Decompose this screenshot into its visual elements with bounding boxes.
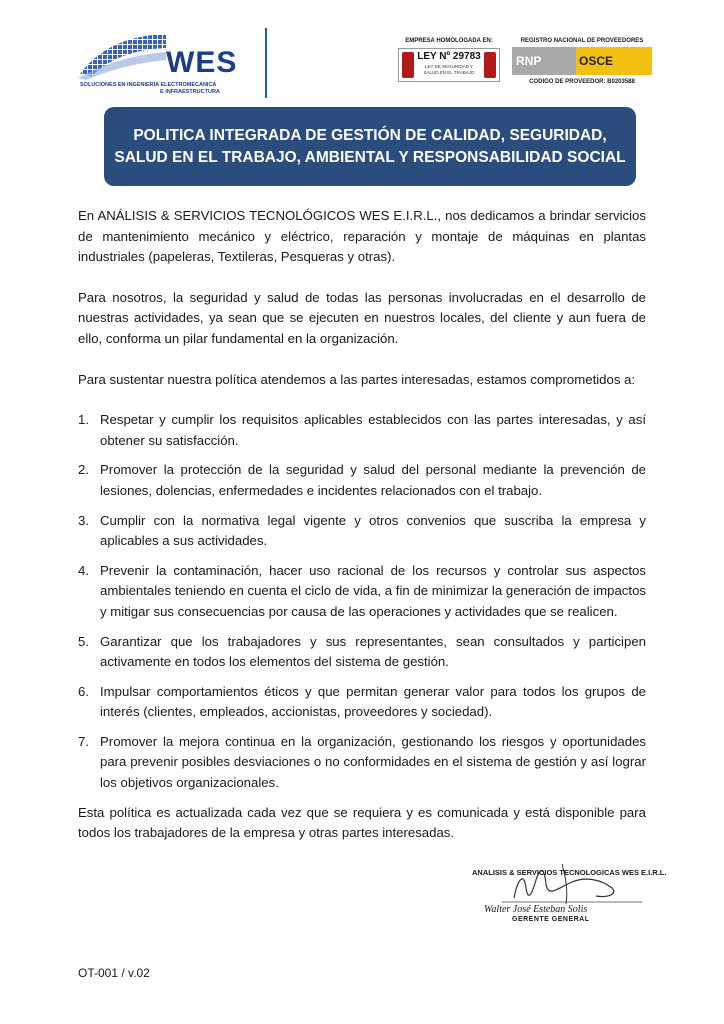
commitment-list xyxy=(78,410,646,794)
rnp-label: RNP xyxy=(512,47,576,75)
list-text: Prevenir la contaminación, hacer uso racional de los recursos y controlar sus aspectos ambientales teniendo en cuenta el ciclo de vida, a fin de minimizar la generación de impactos y mitigar sus consecuencias por causa de las operaciones y actividades que se realicen. xyxy=(100,562,646,619)
list-number: 1. xyxy=(78,412,89,428)
policy-body xyxy=(78,206,646,864)
policy-title-line-2: SALUD EN EL TRABAJO, AMBIENTAL Y RESPONSABILIDAD SOCIAL xyxy=(114,148,626,166)
list-number: 6. xyxy=(78,683,89,699)
list-item xyxy=(78,511,646,552)
list-number: 7. xyxy=(78,733,89,749)
homologation-badge xyxy=(398,38,500,82)
list-number: 4. xyxy=(78,562,89,578)
header-divider xyxy=(265,28,267,98)
osce-label: OSCE xyxy=(576,47,652,75)
logo-wordmark: WES xyxy=(166,46,238,79)
policy-title-banner xyxy=(104,107,636,186)
list-number: 2. xyxy=(78,462,89,478)
signature-block xyxy=(462,858,667,930)
signatory-role: GERENTE GENERAL xyxy=(512,916,590,923)
rnp-badge xyxy=(512,38,652,85)
list-item xyxy=(78,410,646,451)
list-number: 5. xyxy=(78,633,89,649)
seal-icon xyxy=(402,52,414,78)
document-code: OT-001 / v.02 xyxy=(78,966,150,980)
logo-tagline: SOLUCIONES EN INGENIERIA ELECTROMECANICA xyxy=(80,82,217,88)
rnp-title: REGISTRO NACIONAL DE PROVEEDORES xyxy=(520,38,644,44)
logo-panel-graphic xyxy=(78,30,168,80)
law-badge xyxy=(398,48,500,82)
list-number: 3. xyxy=(78,512,89,528)
list-item xyxy=(78,632,646,673)
list-text: Promover la protección de la seguridad y salud del personal mediante la prevención de lesiones, dolencias, enfermedades e incidentes relacionados con el trabajo. xyxy=(100,462,646,498)
intro-paragraph: En ANÁLISIS & SERVICIOS TECNOLÓGICOS WES E.I.R.L., nos dedicamos a brindar servicios de mantenimiento mecánico y eléctrico, reparación y montaje de máquinas en plantas industriales (papeleras, Textileras, Pesqueras y otras). xyxy=(78,208,646,265)
law-number: LEY Nº 29783 xyxy=(417,51,481,62)
list-item xyxy=(78,732,646,794)
logo-tagline-2: E INFRAESTRUCTURA xyxy=(160,89,220,95)
list-text: Impulsar comportamientos éticos y que permitan generar valor para todos los grupos de interés (clientes, empleados, accionistas, proveedores y sociedad). xyxy=(100,683,646,720)
signatory-name: Walter José Esteban Solis xyxy=(484,904,588,915)
commitment-intro: Para sustentar nuestra política atendemos a las partes interesadas, estamos comprometidos a: xyxy=(78,371,636,387)
closing-paragraph: Esta política es actualizada cada vez que se requiera y es comunicada y está disponible para todos los trabajadores de la empresa y otras partes interesadas. xyxy=(78,804,646,841)
list-text: Cumplir con la normativa legal vigente y otros convenios que suscriba la empresa y aplicables a sus actividades. xyxy=(100,512,646,549)
homologation-title: EMPRESA HOMOLOGADA EN: xyxy=(405,38,493,44)
list-text: Garantizar que los trabajadores y sus representantes, sean consultados y participen activamente en todos los elementos del sistema de gestión. xyxy=(100,633,646,670)
signature-company: ANALISIS & SERVICIOS TECNOLOGICAS WES E.I.R.L. xyxy=(472,868,667,877)
list-text: Promover la mejora continua en la organización, gestionando los riesgos y oportunidades para prevenir posibles desviaciones o no conformidades en el sistema de gestión y así lograr los objetivos organizacionales. xyxy=(100,733,646,791)
list-item xyxy=(78,682,646,723)
list-item xyxy=(78,460,646,501)
policy-title-line-1: POLITICA INTEGRADA DE GESTIÓN DE CALIDAD, SEGURIDAD, xyxy=(133,126,607,144)
rnp-logo xyxy=(512,47,652,75)
provider-code: CODIGO DE PROVEEDOR: B0203588 xyxy=(529,79,635,85)
law-subtitle: LEY DE SEGURIDAD Y SALUD EN EL TRABAJO xyxy=(423,64,475,75)
seal-icon xyxy=(484,52,496,78)
list-item xyxy=(78,561,646,623)
company-logo xyxy=(78,26,238,96)
safety-paragraph: Para nosotros, la seguridad y salud de todas las personas involucradas en el desarrollo de nuestras actividades, ya sean que se ejecuten en nuestros locales, del cliente y aun fuera de ello, conforma un pilar fundamental en la organización. xyxy=(78,289,646,346)
list-text: Respetar y cumplir los requisitos aplicables establecidos con las partes interesadas, y así obtener su satisfacción. xyxy=(100,412,646,448)
